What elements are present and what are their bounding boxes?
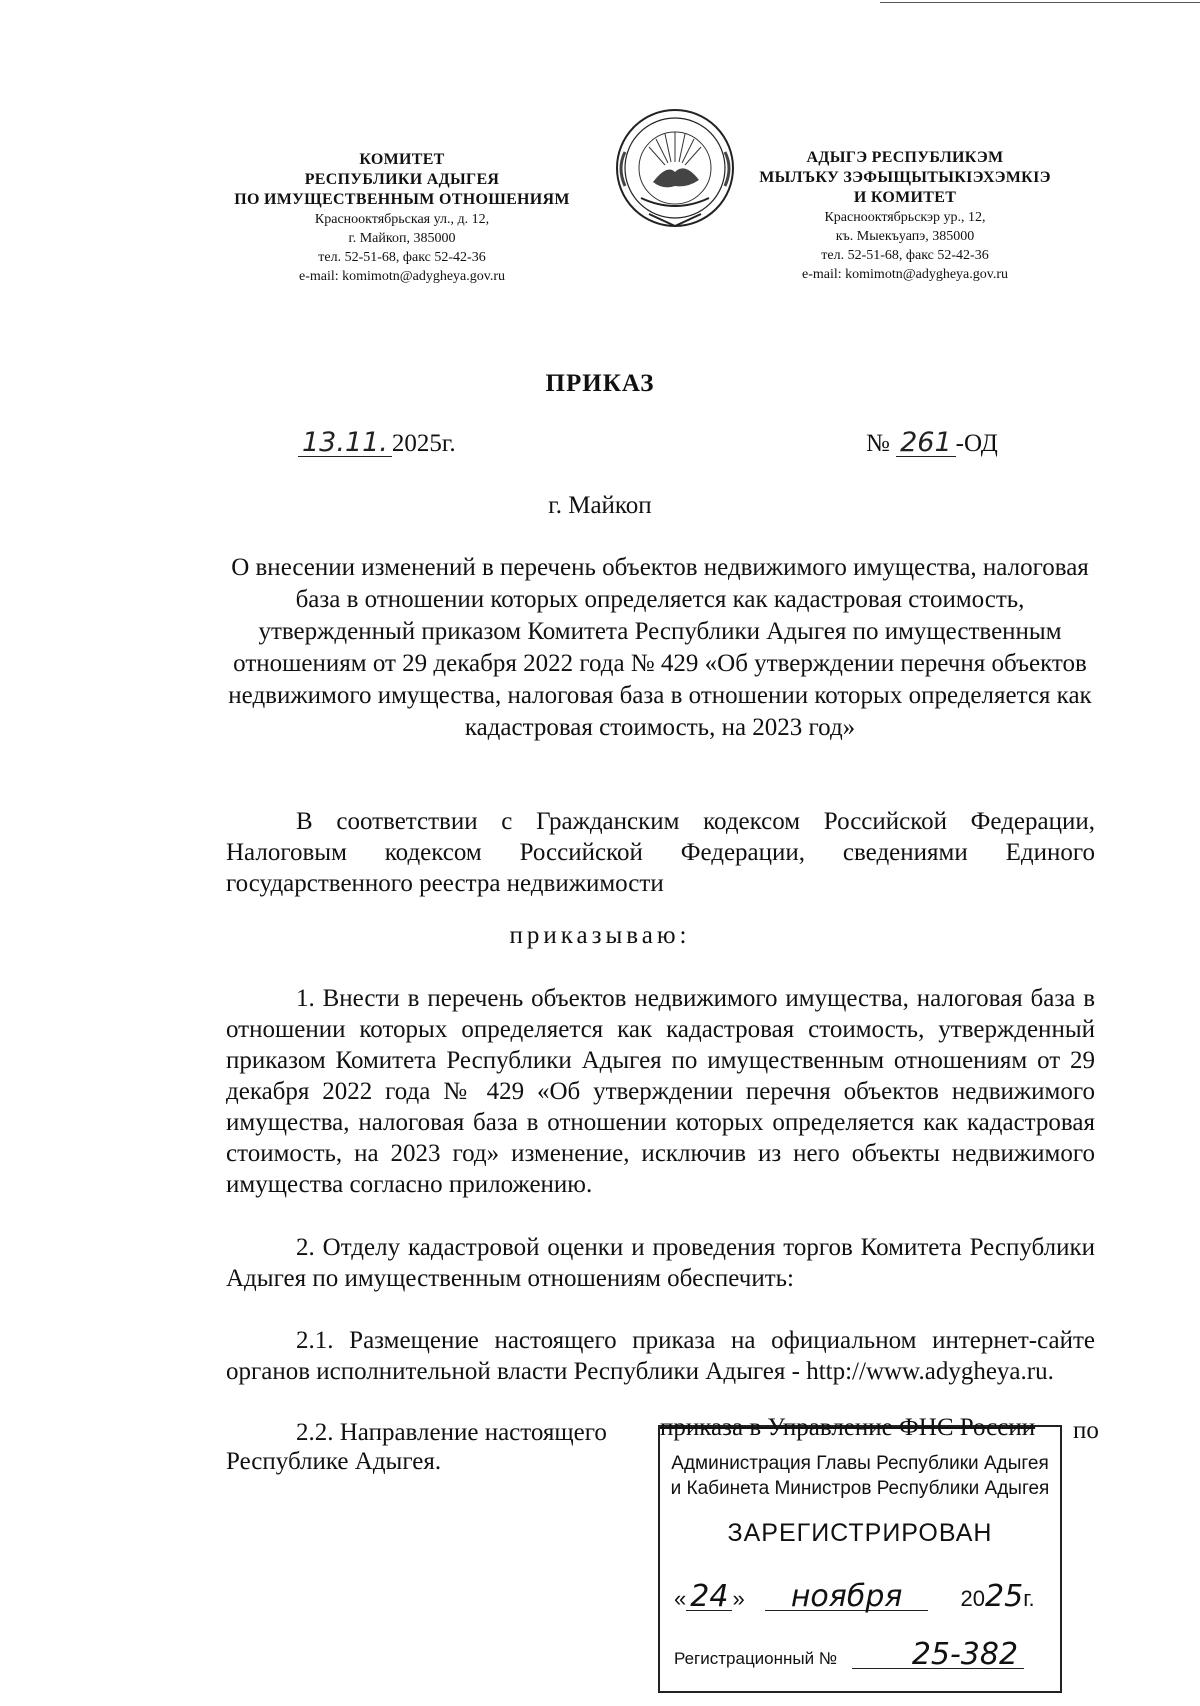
paragraph-2-2-start: 2.2. Направление настоящего — [296, 1419, 607, 1446]
document-city: г. Майкоп — [548, 492, 652, 519]
header-left-line2: РЕСПУБЛИКИ АДЫГЕЯ — [304, 171, 500, 188]
stamp-number-line — [674, 1637, 1054, 1672]
stamp-open-quote: « — [674, 1586, 687, 1611]
header-right-email: e-mail: komimotn@adygheya.gov.ru — [802, 267, 1008, 282]
stamp-day: 24 — [686, 1584, 732, 1611]
document-subject: О внесении изменений в перечень объектов недвижимого имущества, налоговая база в отношении которых определяется как кадастровая стоимость, утвержденный приказом Комитета Республики Адыгея по имущественным отношениям от 29 декабря 2022 года № 429 «Об утверждении перечня объектов недвижимого имущества, налоговая база в отношении которых определяется как кадастровая стоимость, на 2023 год» — [228, 554, 1092, 741]
header-left-phone: тел. 52-51-68, факс 52-42-36 — [318, 250, 486, 265]
header-right-address1: Краснооктябрьскэр ур., 12, — [824, 210, 986, 225]
stamp-org-line1: Администрация Главы Республики Адыгея — [671, 1453, 1049, 1474]
number-handwritten: 261 — [896, 430, 956, 457]
date-suffix: 2025г. — [391, 430, 456, 457]
header-right-line1: АДЫГЭ РЕСПУБЛИКЭМ — [806, 149, 1004, 166]
paragraph-2-1: 2.1. Размещение настоящего приказа на официальном интернет-сайте органов исполнительной власти Республики Адыгея - http://www.adygheya.ru. — [226, 1327, 1095, 1385]
basis-paragraph: В соответствии с Гражданским кодексом Российской Федерации, Налоговым кодексом Российской Федерации, сведениями Единого государственного реестра недвижимости — [226, 808, 1095, 897]
header-left-line3: ПО ИМУЩЕСТВЕННЫМ ОТНОШЕНИЯМ — [234, 191, 570, 208]
header-right-line2: МЫЛЪКУ ЗЭФЫЩЫТЫКІЭХЭМКІЭ — [759, 169, 1051, 186]
stamp-year: 25 — [985, 1579, 1024, 1614]
header-right-phone: тел. 52-51-68, факс 52-42-36 — [821, 248, 989, 263]
header-left-address1: Краснооктябрьская ул., д. 12, — [314, 212, 490, 227]
stamp-reg-number: 25-382 — [852, 1642, 1024, 1669]
stamp-year-prefix: 20 — [960, 1586, 986, 1611]
header-left-block — [212, 150, 592, 286]
orders-heading: приказываю: — [509, 922, 691, 949]
stamp-registered: ЗАРЕГИСТРИРОВАН — [727, 1519, 993, 1547]
paragraph-1: 1. Внести в перечень объектов недвижимого имущества, налоговая база в отношении которых определяется как кадастровая стоимость, утвержденный приказом Комитета Республики Адыгея по имущественным отношениям от 29 декабря 2022 года № 429 «Об утверждении перечня объектов недвижимого имущества, налоговая база в отношении которых определяется как кадастровая стоимость, на 2023 год» изменение, исключив из него объекты недвижимого имущества согласно приложению. — [226, 985, 1095, 1198]
header-left-line1: КОМИТЕТ — [359, 151, 445, 168]
document-date — [298, 427, 456, 458]
date-handwritten: 13.11. — [298, 430, 392, 457]
paragraph-2: 2. Отделу кадастровой оценки и проведения торгов Комитета Республики Адыгея по имущественным отношениям обеспечить: — [226, 1234, 1095, 1292]
number-prefix: № — [866, 430, 890, 457]
document-title: ПРИКАЗ — [545, 370, 655, 397]
stamp-month: ноября — [765, 1584, 929, 1611]
header-left-address2: г. Майкоп, 385000 — [348, 231, 456, 246]
header-left-email: e-mail: komimotn@adygheya.gov.ru — [299, 269, 505, 284]
stamp-reg-label: Регистрационный № — [674, 1649, 838, 1668]
document-number — [866, 427, 998, 458]
paragraph-2-2-line2: Республике Адыгея. — [226, 1448, 442, 1475]
top-edge-line — [880, 2, 1200, 3]
stamp-date-line — [674, 1579, 1054, 1614]
header-right-line3: И КОМИТЕТ — [853, 189, 957, 206]
stamp-year-suffix: г. — [1023, 1586, 1035, 1611]
paragraph-2-2-end: по — [1073, 1417, 1099, 1444]
header-right-address2: къ. Мыекъуапэ, 385000 — [835, 229, 975, 244]
header-right-block — [740, 148, 1070, 284]
paragraph-2-2-struck: приказа в Управление ФНС России — [660, 1414, 1036, 1441]
registration-stamp — [658, 1425, 1062, 1693]
stamp-org-line2: и Кабинета Министров Республики Адыгея — [670, 1478, 1050, 1499]
coat-of-arms-icon — [607, 102, 743, 238]
stamp-close-quote: » — [732, 1586, 745, 1611]
number-suffix: -ОД — [955, 430, 998, 457]
